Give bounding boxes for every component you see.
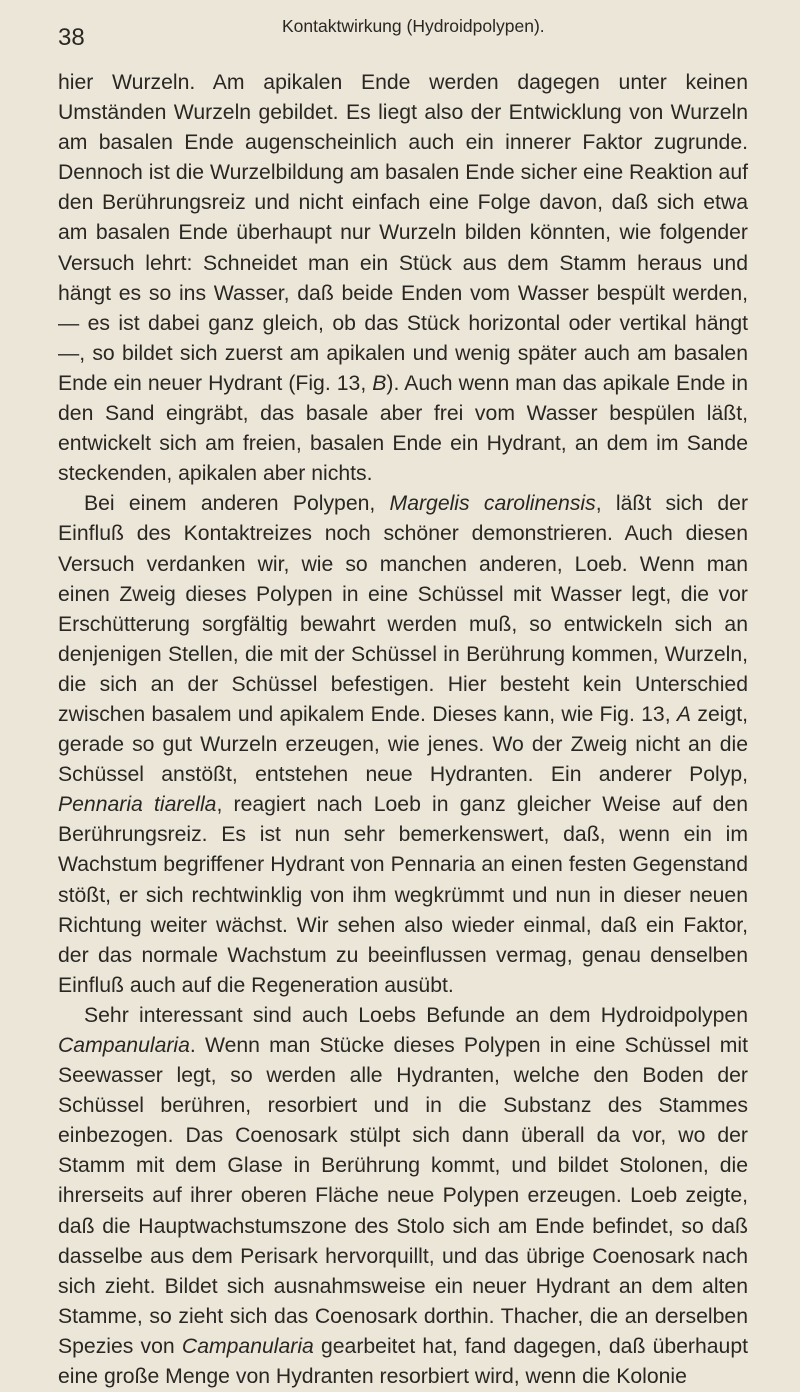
text-run: Bei einem anderen Polypen, bbox=[84, 492, 390, 516]
paragraph-2 bbox=[58, 489, 748, 1001]
running-head: Kontaktwirkung (Hydroidpolypen). bbox=[282, 16, 545, 36]
figure-ref-b: B bbox=[372, 371, 387, 395]
paragraph-1 bbox=[58, 68, 748, 489]
text-run: zeigt, gerade so gut Wurzeln erzeugen, wie jenes. Wo der Zweig nicht an die Schüssel anstößt, entstehen neue Hydranten. Ein anderer Polyp, bbox=[58, 702, 748, 787]
text-run: . Wenn man Stücke dieses Polypen in eine Schüssel mit Seewasser legt, so werden alle Hydranten, welche den Boden der Schüssel berühren, resorbiert und in die Substanz des Stammes einbezogen. Das Coenosark stülpt sich dann überall da vor, wo der Stamm mit dem Glase in Berührung kommt, und bildet Stolonen, die ihrerseits auf ihrer oberen Fläche neue Polypen erzeugen. Loeb zeigte, daß die Hauptwachstumszone des Stolo sich am Ende befindet, so daß dasselbe aus dem Perisark hervorquillt, und das übrige Coenosark nach sich zieht. Bildet sich ausnahmsweise ein neuer Hydrant an dem alten Stamme, so zieht sich das Coenosark dorthin. Thacher, die an derselben Spezies von bbox=[58, 1034, 748, 1358]
species-name-margelis: Margelis carolinensis bbox=[389, 492, 596, 516]
text-run: , reagiert nach Loeb in ganz gleicher Weise auf den Berührungsreiz. Es ist nun sehr bemerkenswert, daß, wenn ein im Wachstum begriffener Hydrant von Pennaria an einen festen Gegenstand stößt, er sich rechtwinklig von ihm wegkrümmt und nun in dieser neuen Richtung weiter wächst. Wir sehen also wieder einmal, daß ein Faktor, der das normale Wachstum zu beeinflussen vermag, genau denselben Einfluß auch auf die Regeneration ausübt. bbox=[58, 793, 748, 997]
text-run: hier Wurzeln. Am apikalen Ende werden dagegen unter keinen Umständen Wurzeln gebildet. Es liegt also der Entwicklung von Wurzeln am basalen Ende augenscheinlich auch ein innerer Faktor zugrunde. Dennoch ist die Wurzelbildung am basalen Ende sicher eine Reaktion auf den Berührungsreiz und nicht einfach eine Folge davon, daß sich etwa am basalen Ende überhaupt nur Wurzeln bilden könnten, wie folgender Versuch lehrt: Schneidet man ein Stück aus dem Stamm heraus und hängt es so ins Wasser, daß beide Enden vom Wasser bespült werden, — es ist dabei ganz gleich, ob das Stück horizontal oder vertikal hängt —, so bildet sich zuerst am apikalen und wenig später auch am basalen Ende ein neuer Hydrant (Fig. 13, bbox=[58, 71, 748, 395]
page-number: 38 bbox=[58, 24, 85, 51]
species-name-campanularia: Campanularia bbox=[181, 1334, 314, 1358]
text-run: gearbeitet hat, fand dagegen, daß überhaupt eine große Menge von Hydranten resorbiert wird, wenn die Kolonie bbox=[58, 1334, 748, 1389]
text-run: ). Auch wenn man das apikale Ende in den Sand eingräbt, das basale aber frei vom Wasser bespülen läßt, entwickelt sich am freien, basalen Ende ein Hydrant, an dem im Sande steckenden, apikalen aber nichts. bbox=[58, 371, 748, 486]
text-run: , läßt sich der Einfluß des Kontaktreizes noch schöner demonstrieren. Auch diesen Versuch verdanken wir, wie so manchen anderen, Loeb. Wenn man einen Zweig dieses Polypen in eine Schüssel mit Wasser legt, die vor Erschütterung sorgfältig bewahrt werden muß, so entwickeln sich an denjenigen Stellen, die mit der Schüssel in Berührung kommen, Wurzeln, die sich an der Schüssel befestigen. Hier besteht kein Unterschied zwischen basalem und apikalem Ende. Dieses kann, wie Fig. 13, bbox=[58, 492, 749, 726]
text-run: Sehr interessant sind auch Loebs Befunde an dem Hydroidpolypen bbox=[84, 1003, 748, 1027]
paragraph-3 bbox=[58, 1001, 748, 1392]
species-name-campanularia: Campanularia bbox=[58, 1034, 190, 1057]
page-header bbox=[58, 16, 746, 50]
body-text bbox=[58, 68, 748, 1392]
species-name-pennaria: Pennaria tiarella bbox=[58, 793, 217, 817]
figure-ref-a: A bbox=[676, 702, 692, 726]
